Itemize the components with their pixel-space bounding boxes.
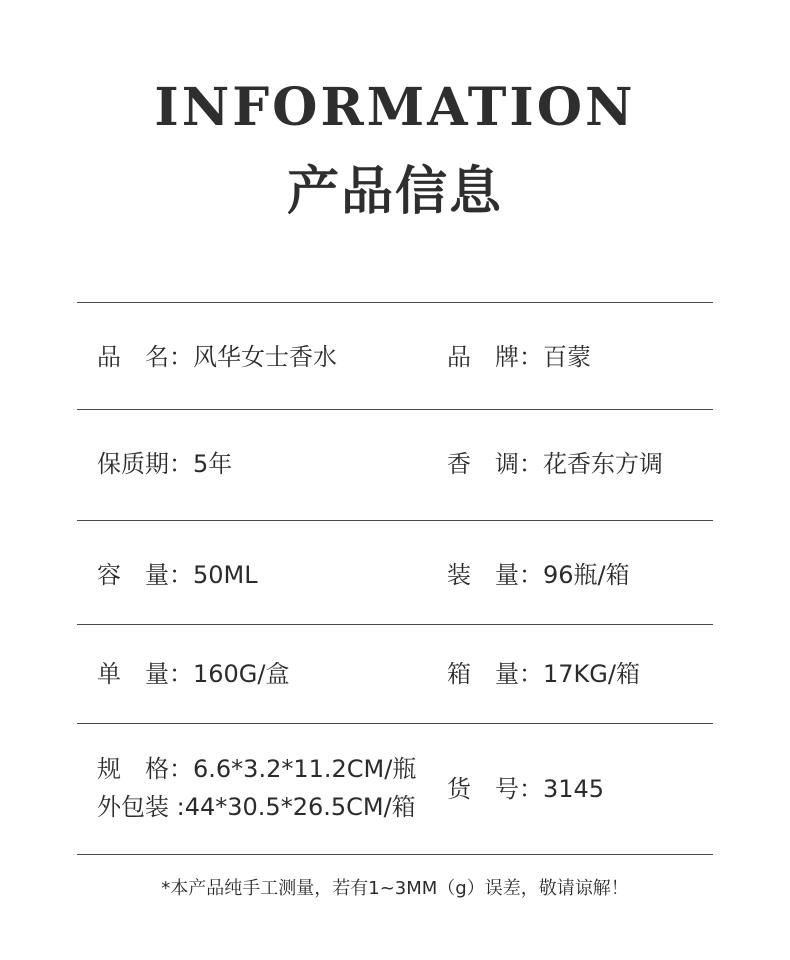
spec-label: 品 牌： <box>447 343 543 371</box>
spec-item-number <box>447 774 604 804</box>
spec-brand <box>447 342 591 372</box>
spec-unit-weight <box>97 659 290 689</box>
table-divider <box>77 409 713 410</box>
table-divider <box>77 624 713 625</box>
title-chinese: 产品信息 <box>286 161 503 222</box>
spec-label: 货 号： <box>447 775 543 803</box>
spec-value: 5年 <box>193 450 233 478</box>
spec-product-name <box>97 342 337 372</box>
spec-carton-weight <box>447 659 640 689</box>
spec-label: 单 量： <box>97 660 193 688</box>
spec-label: 容 量： <box>97 561 193 589</box>
spec-value: 96瓶/箱 <box>543 561 630 589</box>
spec-outer-packaging <box>97 792 416 822</box>
spec-volume <box>97 560 258 590</box>
spec-value: 6.6*3.2*11.2CM/瓶 <box>193 755 417 783</box>
spec-label: 箱 量： <box>447 660 543 688</box>
spec-value: 160G/盒 <box>193 660 290 688</box>
table-divider <box>77 520 713 521</box>
title-english: INFORMATION <box>154 77 636 138</box>
spec-value: 17KG/箱 <box>543 660 640 688</box>
spec-label: 外包装 : <box>97 793 185 821</box>
spec-value: 3145 <box>543 775 605 803</box>
spec-value: 风华女士香水 <box>193 343 337 371</box>
spec-label: 香 调： <box>447 450 543 478</box>
spec-shelf-life <box>97 449 232 479</box>
spec-pack-quantity <box>447 560 630 590</box>
spec-value: 44*30.5*26.5CM/箱 <box>184 793 416 821</box>
spec-label: 品 名： <box>97 343 193 371</box>
spec-label: 保质期： <box>97 450 193 478</box>
table-divider <box>77 854 713 855</box>
spec-fragrance-note <box>447 449 663 479</box>
measurement-disclaimer: *本产品纯手工测量，若有1~3MM（g）误差，敬请谅解！ <box>161 878 629 899</box>
spec-value: 花香东方调 <box>543 450 663 478</box>
spec-dimensions <box>97 754 416 784</box>
spec-value: 百蒙 <box>543 343 591 371</box>
spec-label: 装 量： <box>447 561 543 589</box>
table-divider <box>77 723 713 724</box>
spec-label: 规 格： <box>97 755 193 783</box>
spec-value: 50ML <box>193 561 258 589</box>
table-divider <box>77 302 713 303</box>
